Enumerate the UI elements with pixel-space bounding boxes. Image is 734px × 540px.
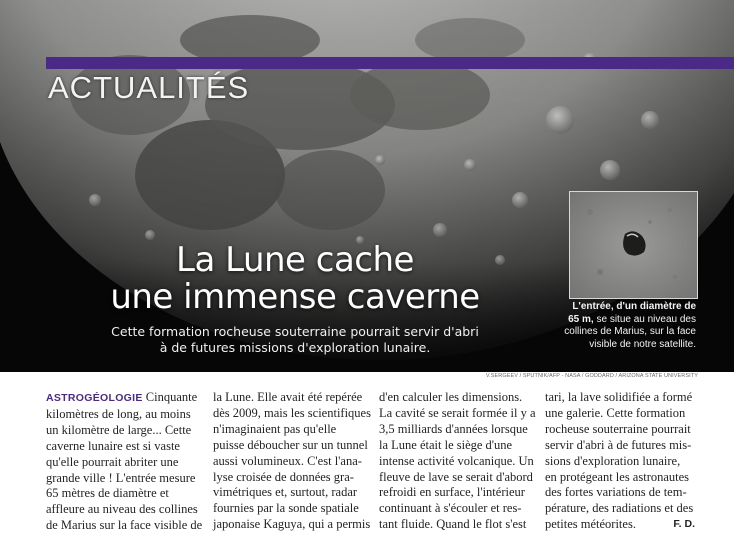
article-col2-line: n'imaginaient pas qu'elle [213,421,337,436]
article-col4-line: en protégeant les astronautes [545,469,690,484]
article-col3-line: intense activité volcanique. Un [379,453,534,468]
article-col2-line: lyse croisée de données gra- [213,469,354,484]
inset-caption [562,301,696,351]
article-col4-line: servir d'abri à de futures mis- [545,437,692,452]
article-col1-line: qu'elle pourrait abriter une [46,454,179,469]
article-col4-line: rocheuse souterraine pourrait [545,421,691,436]
article-col3-line: continuant à s'écouler et res- [379,501,522,516]
deck-line-1: Cette formation rocheuse souterraine pourrait servir d'abri [111,324,479,339]
article-col3-line: d'en calculer les dimensions. [379,390,523,404]
article-col4-line: pérature, des radiations et des [545,501,694,516]
photo-credit: V.SERGEEV / SPUTNIK/AFP - NASA / GODDARD / ARIZONA STATE UNIVERSITY [485,373,698,379]
article-col2-line: dès 2009, mais les scientifiques [213,405,371,420]
inset-caption-rest: se situe au niveau des [593,313,696,325]
cave-entrance-inset-photo [569,191,698,299]
section-label: ACTUALITÉS [48,70,250,105]
article-col2-line: vimétriques et, surtout, radar [213,485,358,500]
article-column-3 [379,390,536,533]
section-accent-bar [46,57,734,69]
deck-line-2: à de futures missions d'exploration lunaire. [159,340,431,355]
article-kicker: ASTROGÉOLOGIE [46,392,143,404]
article-col2-line: la Lune. Elle avait été repérée [213,390,363,404]
inset-caption-bold: L'entrée, d'un diamètre de [572,301,696,312]
article-col2-line: puisse déboucher sur un tunnel [213,437,368,452]
article-col2-line: aussi volumineux. C'est l'ana- [213,453,362,468]
article-col3-line: la Lune était le siège d'une [379,437,513,452]
author-signature: F. D. [673,518,695,531]
inset-caption-line-3: collines de Marius, sur la face [564,326,696,337]
article-col2-line: japonaise Kaguya, qui a permis [213,517,371,532]
article-col1-line: un kilomètre de large... Cette [46,422,192,437]
article-col4-line: une galerie. Cette formation [545,405,686,420]
cave-pit-image [570,192,697,298]
article-col1-line: kilomètres de long, au moins [46,406,191,421]
inset-caption-line-4: visible de notre satellite. [589,338,696,350]
article-col4-line: des fortes variations de tem- [545,485,687,500]
inset-caption-bold-2: 65 m, [568,313,594,325]
article-col3-line: La cavité se serait formée il y a [379,405,536,420]
headline-line-2: une immense caverne [110,277,480,317]
article-col4-line: tari, la lave solidifiée a formé [545,390,693,404]
article-column-1 [46,390,203,534]
article-col1-line: affleure au niveau des collines [46,502,198,517]
article-column-4 [545,390,695,533]
article-column-2 [213,390,371,533]
article-col1-line: caverne lunaire est si vaste [46,438,180,453]
article-col3-line: fleuve de lave se serait d'abord [379,469,533,484]
article-col1-line: Cinquante [142,390,198,404]
article-col1-line: grande ville ! L'entrée mesure [46,470,196,485]
headline-line-1: La Lune cache [176,240,414,280]
article-col4-last-line [545,517,695,533]
article-col1-line: 65 mètres de diamètre et [46,486,169,501]
article-col4-line: sions d'exploration lunaire, [545,453,681,468]
article-col3-line: tant fluide. Quand le flot s'est [379,517,527,532]
article-col3-line: refroidi en surface, l'intérieur [379,485,525,500]
article-col2-line: fournies par la sonde spatiale [213,501,359,516]
article-col1-line: de Marius sur la face visible de [46,518,203,533]
article-col4-line: petites météorites. [545,517,636,532]
article-col3-line: 3,5 milliards d'années lorsque [379,421,528,436]
